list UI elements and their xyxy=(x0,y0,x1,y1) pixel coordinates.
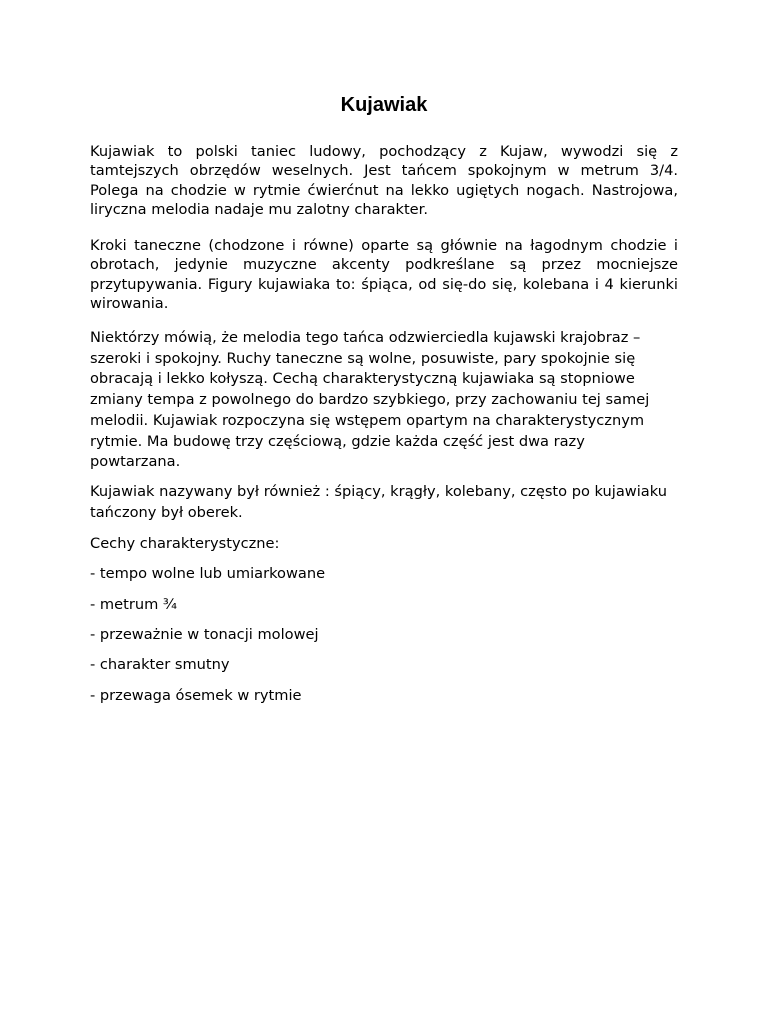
paragraph-melody: Niektórzy mówią, że melodia tego tańca odzwierciedla kujawski krajobraz – szeroki i spokojny. Ruchy taneczne są wolne, posuwiste, pary spokojnie się obracają i lekko kołyszą. Cechą charakterystyczną kujawiaka są stopniowe zmiany tempa z powolnego do bardzo szybkiego, przy zachowaniu tej samej melodii. Kujawiak rozpoczyna się wstępem opartym na charakterystycznym rytmie. Ma budowę trzy częściową, gdzie każda część jest dwa razy powtarzana. xyxy=(90,329,650,471)
paragraph-origin: Kujawiak to polski taniec ludowy, pochodzący z Kujaw, wywodzi się z tamtejszych obrzędów weselnych. Jest tańcem spokojnym w metrum 3/4. Polega na chodzie w rytmie ćwierćnut na lekko ugiętych nogach. Nastrojowa, liryczna melodia nadaje mu zalotny charakter. xyxy=(90,143,678,218)
features-heading: Cechy charakterystyczne: xyxy=(90,535,280,552)
feature-item: - przeważnie w tonacji molowej xyxy=(90,626,319,643)
feature-item: - przewaga ósemek w rytmie xyxy=(90,687,302,704)
feature-item: - charakter smutny xyxy=(90,656,230,673)
feature-item: - tempo wolne lub umiarkowane xyxy=(90,565,326,582)
feature-item: - metrum ¾ xyxy=(90,596,178,613)
paragraph-steps: Kroki taneczne (chodzone i równe) oparte są głównie na łagodnym chodzie i obrotach, jedynie muzyczne akcenty podkreślane są przez mocniejsze przytupywania. Figury kujawiaka to: śpiąca, od się-do się, kolebana i 4 kierunki wirowania. xyxy=(90,237,678,312)
paragraph-names: Kujawiak nazywany był również : śpiący, krągły, kolebany, często po kujawiaku tańczony był oberek. xyxy=(90,483,667,521)
document-title: Kujawiak xyxy=(340,94,428,116)
